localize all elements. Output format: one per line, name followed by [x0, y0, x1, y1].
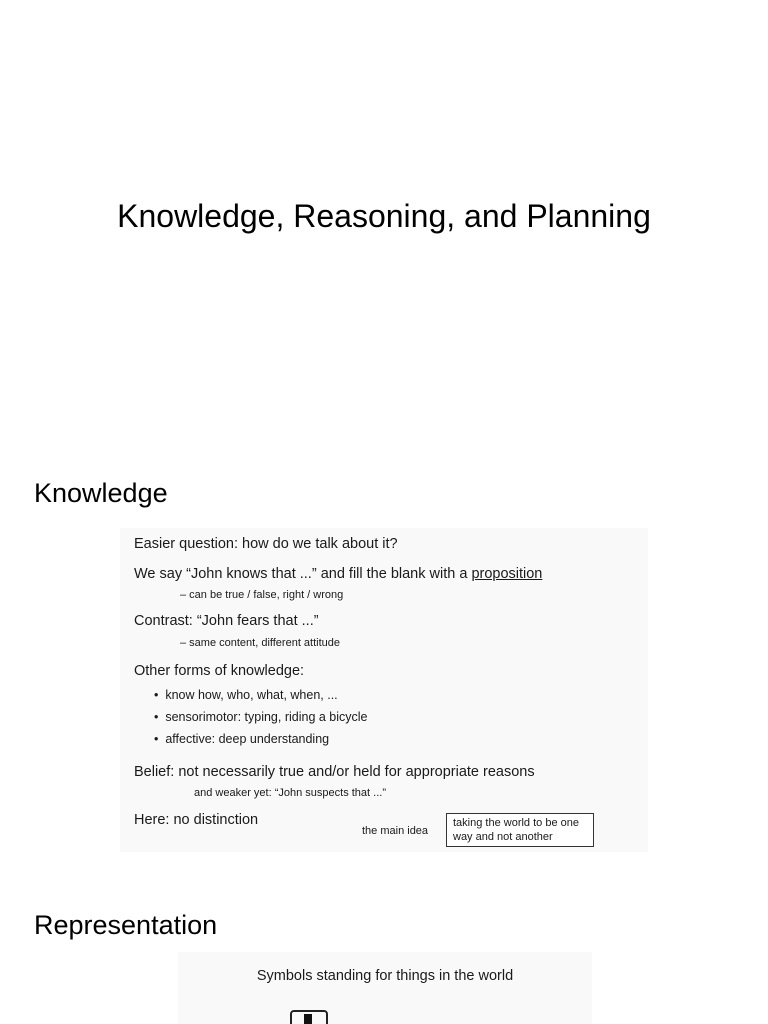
slide-line-contrast: Contrast: “John fears that ...”	[134, 613, 319, 629]
bullet-item: • affective: deep understanding	[154, 732, 330, 746]
section-heading-representation: Representation	[34, 910, 218, 940]
slide-caption-symbols: Symbols standing for things in the world	[256, 968, 514, 984]
bullet-item: • sensorimotor: typing, riding a bicycle	[154, 710, 368, 724]
proposition-term: proposition	[471, 566, 543, 582]
representation-slide-image	[178, 952, 592, 1024]
symbol-figure-fragment	[290, 1010, 328, 1024]
document-title: Knowledge, Reasoning, and Planning	[117, 198, 651, 234]
bullet-item: • know how, who, what, when, ...	[154, 688, 338, 702]
section-heading-knowledge: Knowledge	[34, 478, 168, 508]
slide-line-belief: Belief: not necessarily true and/or held for appropriate reasons	[134, 764, 535, 780]
main-idea-box: taking the world to be one way and not another	[446, 813, 594, 847]
slide-line-question: Easier question: how do we talk about it?	[134, 536, 398, 552]
slide-subline-suspects: and weaker yet: “John suspects that ...”	[194, 787, 386, 799]
slide-subline-true-false: – can be true / false, right / wrong	[180, 589, 344, 601]
slide-line-we-say	[134, 566, 542, 582]
knowledge-slide-image	[120, 528, 648, 852]
main-idea-label: the main idea	[362, 825, 429, 837]
slide-subline-same-content: – same content, different attitude	[180, 637, 341, 649]
slide-line-no-distinction: Here: no distinction	[134, 812, 259, 828]
slide-line-other-forms: Other forms of knowledge:	[134, 663, 305, 679]
we-say-text: We say “John knows that ...” and fill the blank with a	[134, 566, 472, 582]
